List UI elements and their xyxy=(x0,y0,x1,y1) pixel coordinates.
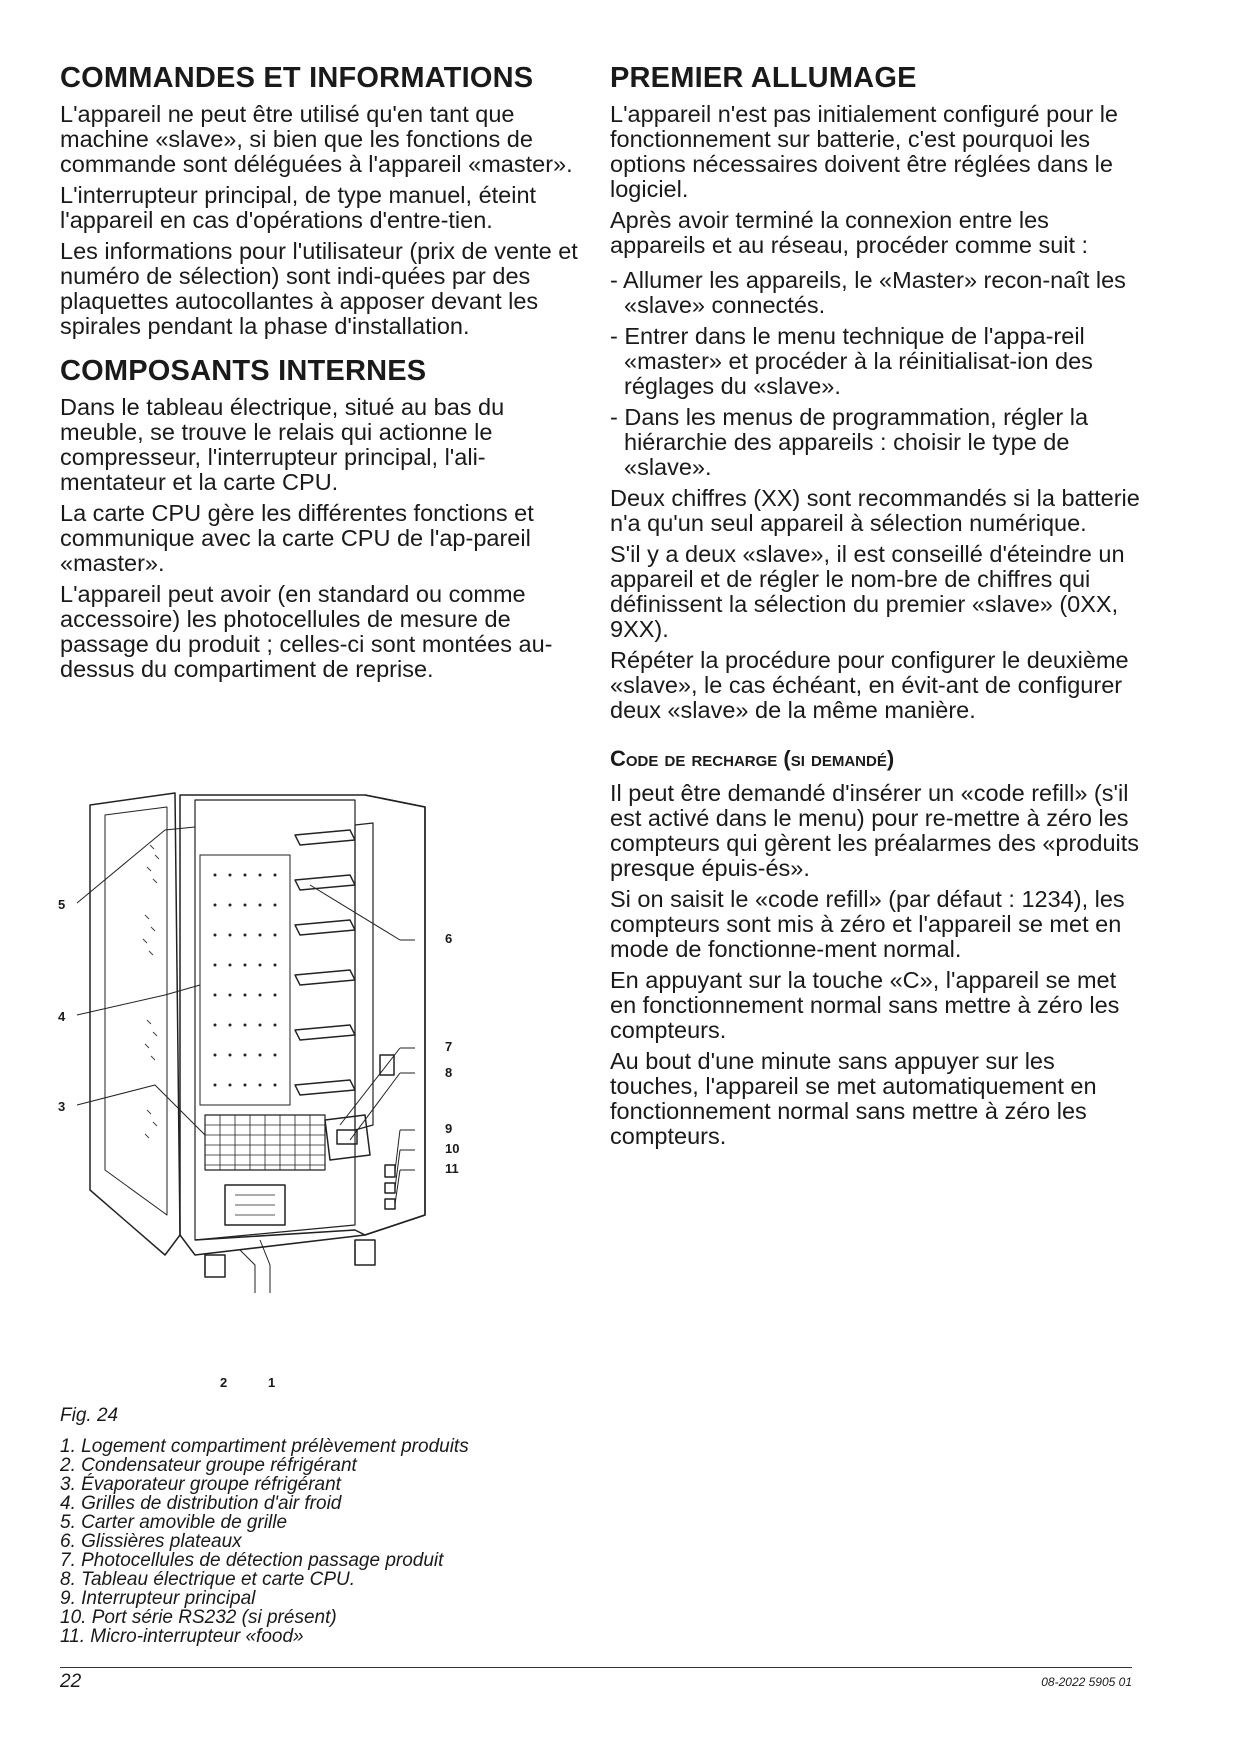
legend-item: 2. Condensateur groupe réfrigérant xyxy=(60,1455,357,1476)
callout-1: 1 xyxy=(268,1375,276,1390)
callout-7: 7 xyxy=(445,1039,453,1054)
paragraph: Dans le tableau électrique, situé au bas du meuble, se trouve le relais qui actionne le compresseur, l'interrupteur principal, l'ali-mentateur et la carte CPU. xyxy=(60,394,505,495)
left-column xyxy=(60,60,580,688)
paragraph: S'il y a deux «slave», il est conseillé d'éteindre un appareil et de régler le nom-bre de chiffres qui définissent la sélection du premier «slave» (0XX, 9XX). xyxy=(610,541,1125,642)
bullet-item: - Dans les menus de programmation, régler la hiérarchie des appareils : choisir le type de «slave». xyxy=(610,404,1089,480)
paragraph: L'appareil peut avoir (en standard ou comme accessoire) les photocellules de mesure de passage du produit ; celles-ci sont montées au-dessus du compartiment de reprise. xyxy=(60,581,553,682)
back-grille xyxy=(200,855,290,1105)
callout-6: 6 xyxy=(445,931,453,946)
subsection-title-text: Code de recharge (si demandé) xyxy=(610,746,895,771)
paragraph: En appuyant sur la touche «C», l'appareil se met en fonctionnement normal sans mettre à zéro les compteurs. xyxy=(610,967,1120,1043)
paragraph: Après avoir terminé la connexion entre les appareils et au réseau, procéder comme suit : xyxy=(610,207,1089,258)
paragraph: L'appareil ne peut être utilisé qu'en tant que machine «slave», si bien que les fonctions de commande sont déléguées à l'appareil «master». xyxy=(60,101,573,177)
machine-illustration xyxy=(55,785,495,1395)
grille-dots xyxy=(214,874,277,1087)
section-title-premier-allumage: PREMIER ALLUMAGE xyxy=(610,62,917,94)
document-reference: 08-2022 5905 01 xyxy=(1041,1675,1132,1689)
figure-legend xyxy=(60,1437,469,1646)
callout-5: 5 xyxy=(58,897,66,912)
legend-item: 11. Micro-interrupteur «food» xyxy=(60,1626,304,1647)
legend-item: 1. Logement compartiment prélèvement produits xyxy=(60,1436,469,1457)
paragraph: L'interrupteur principal, de type manuel, éteint l'appareil en cas d'opérations d'entre-tien. xyxy=(60,182,537,233)
legend-item: 4. Grilles de distribution d'air froid xyxy=(60,1493,342,1514)
callout-2: 2 xyxy=(220,1375,228,1390)
legend-item: 8. Tableau électrique et carte CPU. xyxy=(60,1569,356,1590)
figure-caption: Fig. 24 xyxy=(60,1405,119,1426)
tray-slides xyxy=(295,830,355,1095)
paragraph: Les informations pour l'utilisateur (prix de vente et numéro de sélection) sont indi-quées par des plaquettes autocollantes à apposer devant les spirales pendant la phase d'installation. xyxy=(60,238,578,339)
door-pattern xyxy=(143,845,159,1138)
bullet-item: - Allumer les appareils, le «Master» recon-naît les «slave» connectés. xyxy=(610,267,1126,318)
paragraph: La carte CPU gère les différentes fonctions et communique avec la carte CPU de l'ap-pareil «master». xyxy=(60,500,534,576)
callout-8: 8 xyxy=(445,1065,453,1080)
cabinet-outline xyxy=(180,795,425,1255)
section-title-composants: COMPOSANTS INTERNES xyxy=(60,355,427,387)
paragraph: Il peut être demandé d'insérer un «code refill» (s'il est activé dans le menu) pour re-mettre à zéro les compteurs qui gèrent les préalarmes des «produits presque épuis-és». xyxy=(610,780,1140,881)
bullet-item: - Entrer dans le menu technique de l'appa-reil «master» et procéder à la réinitialisat-ion des réglages du «slave». xyxy=(610,323,1093,399)
callout-4: 4 xyxy=(58,1009,66,1024)
callout-10: 10 xyxy=(445,1141,460,1156)
cabinet-interior xyxy=(195,800,355,1240)
food-switch xyxy=(385,1199,395,1209)
main-switch xyxy=(385,1165,395,1177)
subsection-title-code-recharge xyxy=(610,745,1140,773)
section-title-commandes: COMMANDES ET INFORMATIONS xyxy=(60,62,534,94)
paragraph: Au bout d'une minute sans appuyer sur les touches, l'appareil se met automatiquement en fonctionnement normal sans mettre à zéro les compteurs. xyxy=(610,1048,1097,1149)
paragraph: Deux chiffres (XX) sont recommandés si la batterie n'a qu'un seul appareil à sélection numérique. xyxy=(610,485,1140,536)
figure-machine-drawing xyxy=(55,785,495,1395)
callout-3: 3 xyxy=(58,1099,66,1114)
legend-item: 9. Interrupteur principal xyxy=(60,1588,256,1609)
page-number: 22 xyxy=(60,1671,82,1692)
legend-item: 10. Port série RS232 (si présent) xyxy=(60,1607,337,1628)
rs232-port xyxy=(385,1183,395,1193)
legend-item: 7. Photocellules de détection passage produit xyxy=(60,1550,444,1571)
callout-9: 9 xyxy=(445,1121,453,1136)
legend-item: 6. Glissières plateaux xyxy=(60,1531,242,1552)
legend-item: 5. Carter amovible de grille xyxy=(60,1512,288,1533)
paragraph: Si on saisit le «code refill» (par défaut : 1234), les compteurs sont mis à zéro et l'appareil se met en mode de fonctionne-ment normal. xyxy=(610,886,1125,962)
paragraph: L'appareil n'est pas initialement configuré pour le fonctionnement sur batterie, c'est pourquoi les options nécessaires doivent être réglées dans le logiciel. xyxy=(610,101,1119,202)
legend-item: 3. Évaporateur groupe réfrigérant xyxy=(60,1474,341,1495)
right-column xyxy=(610,60,1140,1155)
callout-11: 11 xyxy=(445,1161,459,1176)
paragraph: Répéter la procédure pour configurer le deuxième «slave», le cas échéant, en évit-ant de configurer deux «slave» de la même manière. xyxy=(610,647,1129,723)
footer-divider xyxy=(60,1667,1132,1668)
